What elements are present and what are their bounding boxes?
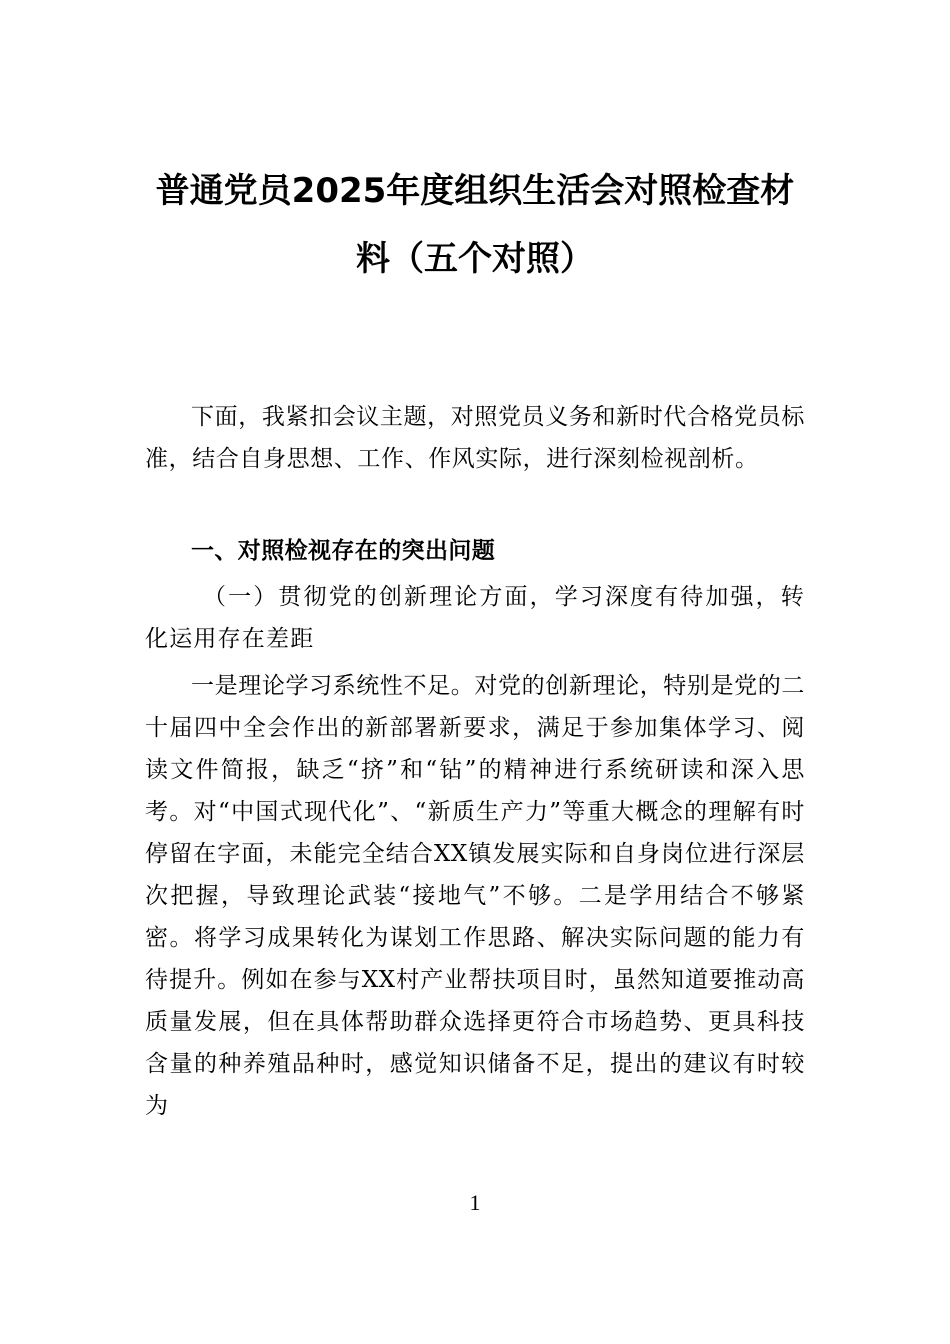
section-heading: 一、对照检视存在的突出问题	[191, 538, 496, 564]
document-title-line-2: 料（五个对照）	[356, 239, 594, 279]
document-title-line-1: 普通党员2025年度组织生活会对照检查材	[155, 171, 795, 211]
body-paragraph: 一是理论学习系统性不足。对党的创新理论，特别是党的二十届四中全会作出的新部署新要求，满足于参加集体学习、阅读文件简报，缺乏“挤”和“钻”的精神进行系统研读和深入思考。对“中国式现代化”、“新质生产力”等重大概念的理解有时停留在字面，未能完全结合XX镇发展实际和自身岗位进行深层次把握，导致理论武装“接地气”不够。二是学用结合不够紧密。将学习成果转化为谋划工作思路、解决实际问题的能力有待提升。例如在参与XX村产业帮扶项目时，虽然知道要推动高质量发展，但在具体帮助群众选择更符合市场趋势、更具科技含量的种养殖品种时，感觉知识储备不足，提出的建议有时较为	[145, 673, 805, 1119]
intro-paragraph: 下面，我紧扣会议主题，对照党员义务和新时代合格党员标准，结合自身思想、工作、作风实际，进行深刻检视剖析。	[145, 404, 805, 472]
subsection-heading: （一）贯彻党的创新理论方面，学习深度有待加强，转化运用存在差距	[145, 584, 805, 652]
page-number: 1	[469, 1190, 481, 1215]
